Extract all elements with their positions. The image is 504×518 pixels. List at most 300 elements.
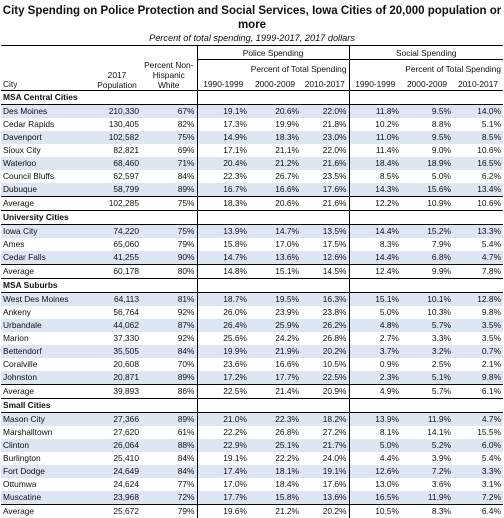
social-2000-2009-average: 8.3% [401, 504, 453, 518]
city-name: Ames [3, 239, 25, 249]
white-pct-value: 75% [141, 224, 197, 238]
social-2000-2009-average: 5.7% [401, 384, 453, 398]
police-2000-2009: 22.3% [249, 412, 301, 426]
social-1990-1999: 4.8% [349, 319, 401, 332]
social-2000-2009: 9.5% [401, 131, 453, 144]
city-header: City [3, 78, 18, 89]
police-2010-2017: 22.5% [301, 371, 349, 385]
white-pct-value: 87% [141, 319, 197, 332]
population-value: 20,871 [93, 371, 141, 385]
city-name: Marion [3, 333, 29, 343]
city-name: Coralville [3, 359, 38, 369]
social-1990-1999: 15.1% [349, 292, 401, 306]
police-2000-2009: 24.2% [275, 333, 299, 343]
average-label: Average [1, 384, 93, 398]
group-header-row [1, 90, 503, 104]
social-2000-2009: 3.3% [431, 333, 451, 343]
table-row [1, 452, 503, 465]
police-2010-2017: 21.8% [322, 119, 347, 129]
spending-table [1, 45, 503, 518]
police-1990-1999: 18.7% [197, 292, 249, 306]
social-2000-2009: 9.5% [401, 104, 453, 118]
population-value: 24,649 [93, 465, 141, 478]
social-2000-2009-average: 9.9% [401, 264, 453, 278]
social-period-2: 2000-2009 [406, 78, 448, 89]
group-spacer [197, 278, 349, 292]
social-2010-2017: 13.4% [453, 183, 503, 197]
police-2000-2009: 22.2% [275, 453, 299, 463]
police-2000-2009: 25.1% [249, 439, 301, 452]
social-1990-1999: 5.0% [349, 306, 401, 319]
table-row [1, 412, 503, 426]
city-name: Fort Dodge [1, 465, 93, 478]
city-name: Cedar Rapids [3, 119, 55, 129]
white-pct-value: 82% [177, 119, 195, 129]
population-value: 74,220 [93, 224, 141, 238]
social-1990-1999-average: 12.4% [349, 264, 401, 278]
table-row [1, 183, 503, 197]
average-label: Average [1, 264, 93, 278]
social-1990-1999: 8.1% [349, 426, 401, 439]
social-2000-2009: 3.6% [431, 479, 451, 489]
police-2010-2017-average: 20.9% [301, 384, 349, 398]
police-1990-1999: 17.1% [197, 144, 249, 157]
police-2010-2017: 10.5% [322, 359, 347, 369]
social-1990-1999: 13.9% [349, 412, 401, 426]
police-2010-2017: 17.6% [322, 479, 347, 489]
average-row [1, 384, 503, 398]
social-1990-1999-average: 12.2% [349, 196, 401, 210]
city-name: Cedar Falls [1, 251, 93, 265]
city-name: Des Moines [1, 104, 93, 118]
population-average: 25,672 [93, 504, 141, 518]
social-2000-2009: 3.2% [401, 345, 453, 358]
police-2010-2017: 23.8% [322, 307, 347, 317]
white-pct-value: 92% [177, 307, 195, 317]
population-header: 2017 Population [97, 69, 137, 90]
police-2010-2017: 26.8% [322, 333, 347, 343]
social-2010-2017: 9.8% [481, 307, 502, 317]
police-1990-1999: 17.0% [197, 478, 249, 491]
social-1990-1999: 2.7% [349, 332, 401, 345]
police-2000-2009: 18.4% [275, 479, 299, 489]
city-name: Marshalltown [3, 427, 53, 437]
white-pct-value: 75% [141, 131, 197, 144]
white-pct-value: 77% [177, 479, 195, 489]
header-spacer [1, 46, 93, 60]
police-spending-header: Police Spending [197, 46, 349, 60]
city-name: Clinton [1, 439, 93, 452]
white-pct-value: 88% [141, 439, 197, 452]
header-row-bottom [1, 75, 503, 90]
police-2010-2017: 21.6% [301, 157, 349, 170]
police-2000-2009: 18.3% [249, 131, 301, 144]
social-1990-1999: 18.4% [349, 157, 401, 170]
police-1990-1999: 20.4% [197, 157, 249, 170]
group-spacer [349, 278, 503, 292]
city-name: Burlington [3, 453, 41, 463]
white-pct-value: 72% [141, 491, 197, 505]
social-2000-2009: 11.9% [401, 412, 453, 426]
social-period-1: 1990-1999 [349, 75, 401, 90]
police-period-3: 2010-2017 [304, 78, 345, 89]
social-1990-1999: 11.8% [349, 104, 401, 118]
social-spending-header: Social Spending [349, 46, 503, 60]
group-spacer [349, 210, 503, 224]
police-2000-2009: 21.2% [249, 157, 301, 170]
population-value: 27,620 [113, 427, 139, 437]
police-2010-2017: 21.7% [301, 439, 349, 452]
group-name: University Cities [1, 210, 197, 224]
social-2000-2009: 11.9% [401, 491, 453, 505]
social-2010-2017: 7.2% [453, 491, 503, 505]
table-row [1, 306, 503, 319]
police-1990-1999: 22.2% [197, 426, 249, 439]
city-name: Dubuque [1, 183, 93, 197]
population-value: 23,968 [93, 491, 141, 505]
group-spacer [349, 90, 503, 104]
police-2010-2017: 22.0% [301, 104, 349, 118]
average-row [1, 264, 503, 278]
table-row [1, 439, 503, 452]
police-2010-2017: 24.0% [322, 453, 347, 463]
social-1990-1999: 12.6% [349, 465, 401, 478]
police-pct-total-header: Percent of Total Spending [197, 60, 349, 75]
white-pct-value: 89% [141, 412, 197, 426]
social-2000-2009: 5.1% [401, 371, 453, 385]
white-pct-value: 89% [141, 371, 197, 385]
police-2010-2017-average: 14.5% [301, 264, 349, 278]
police-2000-2009: 21.9% [249, 345, 301, 358]
police-2000-2009: 25.9% [249, 319, 301, 332]
white-pct-value: 92% [177, 333, 195, 343]
social-1990-1999: 10.2% [349, 118, 401, 131]
population-average: 102,285 [93, 196, 141, 210]
police-2010-2017: 23.5% [322, 171, 347, 181]
social-1990-1999: 11.4% [349, 144, 401, 157]
population-value: 44,062 [93, 319, 141, 332]
city-name: Bettendorf [1, 345, 93, 358]
police-2010-2017: 22.0% [322, 145, 347, 155]
white-pct-value: 84% [141, 465, 197, 478]
police-2010-2017-average: 20.2% [301, 504, 349, 518]
social-2010-2017: 2.1% [481, 359, 502, 369]
population-value: 24,624 [113, 479, 139, 489]
table-row [1, 426, 503, 439]
group-header-row [1, 210, 503, 224]
header-row-top [1, 46, 503, 60]
social-2000-2009: 15.2% [401, 224, 453, 238]
white-header: Percent Non-Hispanic White [144, 59, 194, 90]
white-pct-average: 80% [141, 264, 197, 278]
social-1990-1999: 5.0% [349, 439, 401, 452]
population-value: 68,460 [93, 157, 141, 170]
social-1990-1999: 16.5% [349, 491, 401, 505]
city-name: Urbandale [1, 319, 93, 332]
social-1990-1999-average: 10.5% [349, 504, 401, 518]
social-2010-2017: 8.5% [453, 131, 503, 144]
police-2010-2017: 20.2% [301, 345, 349, 358]
police-2010-2017: 13.6% [301, 491, 349, 505]
city-name: Waterloo [1, 157, 93, 170]
population-value: 64,113 [93, 292, 141, 306]
police-2000-2009: 26.7% [275, 171, 299, 181]
police-2000-2009-average: 21.2% [249, 504, 301, 518]
social-2010-2017: 4.7% [453, 412, 503, 426]
police-2000-2009-average: 20.6% [249, 196, 301, 210]
population-value: 58,799 [93, 183, 141, 197]
police-2000-2009-average: 15.1% [249, 264, 301, 278]
police-2010-2017: 17.5% [322, 239, 347, 249]
social-1990-1999: 14.4% [349, 224, 401, 238]
population-average: 39,893 [93, 384, 141, 398]
social-2010-2017: 12.8% [453, 292, 503, 306]
social-2010-2017: 0.7% [453, 345, 503, 358]
police-1990-1999: 14.7% [197, 251, 249, 265]
population-value: 25,410 [113, 453, 139, 463]
table-row [1, 238, 503, 251]
group-header-row [1, 398, 503, 412]
social-2010-2017: 5.4% [481, 239, 502, 249]
social-2010-2017: 3.5% [453, 319, 503, 332]
header-spacer [141, 46, 197, 60]
police-2010-2017: 16.3% [301, 292, 349, 306]
table-row [1, 319, 503, 332]
police-1990-1999: 17.7% [197, 491, 249, 505]
social-1990-1999: 14.3% [349, 183, 401, 197]
social-2000-2009: 14.1% [427, 427, 451, 437]
police-1990-1999: 19.1% [197, 452, 249, 465]
social-2010-2017: 15.5% [477, 427, 502, 437]
police-1990-1999: 14.9% [197, 131, 249, 144]
population-value: 210,330 [93, 104, 141, 118]
social-1990-1999: 8.3% [349, 238, 401, 251]
police-1990-1999: 15.8% [197, 238, 249, 251]
social-1990-1999: 14.4% [349, 251, 401, 265]
police-2010-2017: 19.1% [301, 465, 349, 478]
police-2010-2017: 17.6% [301, 183, 349, 197]
police-2010-2017: 18.2% [301, 412, 349, 426]
police-1990-1999: 17.4% [197, 465, 249, 478]
table-row [1, 465, 503, 478]
social-2000-2009: 6.8% [401, 251, 453, 265]
population-value: 102,582 [93, 131, 141, 144]
population-value: 62,597 [113, 171, 139, 181]
white-pct-value: 90% [141, 251, 197, 265]
police-2000-2009: 26.8% [275, 427, 299, 437]
police-2010-2017: 12.6% [301, 251, 349, 265]
social-2010-2017-average: 10.6% [453, 196, 503, 210]
police-2000-2009: 14.7% [249, 224, 301, 238]
police-period-2: 2000-2009 [254, 78, 296, 89]
social-2010-2017-average: 6.4% [453, 504, 503, 518]
police-1990-1999: 22.3% [197, 170, 249, 183]
white-pct-average: 75% [141, 196, 197, 210]
group-name: MSA Suburbs [1, 278, 197, 292]
population-value: 56,764 [113, 307, 139, 317]
population-value: 20,608 [113, 359, 139, 369]
city-name: Ottumwa [3, 479, 37, 489]
white-pct-value: 84% [177, 453, 195, 463]
group-name: Small Cities [1, 398, 197, 412]
police-1990-1999-average: 22.5% [197, 384, 249, 398]
white-pct-value: 61% [177, 427, 195, 437]
police-2000-2009-average: 21.4% [249, 384, 301, 398]
social-2000-2009: 15.6% [401, 183, 453, 197]
police-2010-2017: 13.5% [301, 224, 349, 238]
police-1990-1999: 22.9% [197, 439, 249, 452]
social-2000-2009: 3.9% [431, 453, 451, 463]
table-body [1, 46, 503, 518]
table-title: City Spending on Police Protection and Social Services, Iowa Cities of 20,000 population or more [2, 5, 502, 31]
social-2010-2017: 5.1% [481, 119, 502, 129]
police-2000-2009: 20.6% [249, 104, 301, 118]
average-row [1, 504, 503, 518]
social-2010-2017: 16.5% [453, 157, 503, 170]
population-average: 60,178 [93, 264, 141, 278]
table-row [1, 131, 503, 144]
police-2000-2009: 15.8% [249, 491, 301, 505]
city-name: Johnston [1, 371, 93, 385]
city-name: Council Bluffs [3, 171, 55, 181]
city-name: West Des Moines [1, 292, 93, 306]
police-1990-1999: 17.3% [197, 118, 249, 131]
social-2000-2009: 18.9% [401, 157, 453, 170]
social-2000-2009: 9.0% [431, 145, 451, 155]
white-pct-value: 69% [177, 145, 195, 155]
white-pct-value: 70% [177, 359, 195, 369]
table-row [1, 292, 503, 306]
city-name: Muscatine [1, 491, 93, 505]
group-spacer [197, 210, 349, 224]
social-1990-1999: 11.0% [349, 131, 401, 144]
police-2000-2009: 17.7% [249, 371, 301, 385]
police-1990-1999: 19.9% [197, 345, 249, 358]
city-name: Ankeny [3, 307, 31, 317]
social-2010-2017: 6.0% [453, 439, 503, 452]
header-row-middle [1, 60, 503, 75]
social-2010-2017: 3.3% [453, 465, 503, 478]
header-spacer [1, 60, 93, 75]
police-2010-2017: 23.0% [301, 131, 349, 144]
social-2000-2009: 5.0% [431, 171, 451, 181]
city-name: Iowa City [1, 224, 93, 238]
social-pct-total-header: Percent of Total Spending [349, 60, 503, 75]
group-spacer [197, 398, 349, 412]
population-value: 27,366 [93, 412, 141, 426]
social-2010-2017: 14.0% [453, 104, 503, 118]
police-2000-2009: 16.6% [249, 183, 301, 197]
social-2010-2017: 3.1% [481, 479, 502, 489]
white-pct-average: 86% [141, 384, 197, 398]
table-row [1, 332, 503, 345]
social-2010-2017-average: 7.8% [453, 264, 503, 278]
population-value: 65,060 [113, 239, 139, 249]
population-value: 41,255 [93, 251, 141, 265]
white-pct-value: 84% [141, 345, 197, 358]
social-2010-2017: 13.3% [453, 224, 503, 238]
table-row [1, 491, 503, 505]
table-row [1, 157, 503, 170]
header-spacer [93, 46, 141, 60]
police-1990-1999: 23.6% [197, 358, 249, 371]
social-1990-1999-average: 4.9% [349, 384, 401, 398]
group-spacer [349, 398, 503, 412]
social-1990-1999: 3.7% [349, 345, 401, 358]
white-pct-value: 89% [141, 183, 197, 197]
police-2000-2009: 18.1% [249, 465, 301, 478]
average-label: Average [1, 196, 93, 210]
table-subtitle: Percent of total spending, 1999-2017, 2017 dollars [149, 33, 355, 43]
police-period-1: 1990-1999 [197, 75, 249, 90]
social-2010-2017: 6.2% [481, 171, 502, 181]
table-row [1, 358, 503, 371]
social-1990-1999: 2.3% [349, 371, 401, 385]
white-pct-value: 67% [141, 104, 197, 118]
table-row [1, 345, 503, 358]
police-1990-1999: 16.7% [197, 183, 249, 197]
police-2000-2009: 17.0% [275, 239, 299, 249]
police-2000-2009: 23.9% [275, 307, 299, 317]
table-row [1, 118, 503, 131]
police-2000-2009: 19.9% [275, 119, 299, 129]
table-row [1, 251, 503, 265]
social-2000-2009: 2.5% [431, 359, 451, 369]
police-2010-2017: 27.2% [322, 427, 347, 437]
white-pct-value: 81% [141, 292, 197, 306]
police-1990-1999-average: 18.3% [197, 196, 249, 210]
police-2010-2017: 26.2% [301, 319, 349, 332]
group-spacer [197, 90, 349, 104]
social-2000-2009: 5.2% [401, 439, 453, 452]
social-1990-1999: 4.4% [349, 452, 401, 465]
group-header-row [1, 278, 503, 292]
police-1990-1999: 25.6% [197, 332, 249, 345]
police-1990-1999: 19.1% [197, 104, 249, 118]
city-name: Sioux City [3, 145, 41, 155]
table-row [1, 371, 503, 385]
police-2010-2017-average: 21.6% [301, 196, 349, 210]
social-1990-1999: 13.0% [349, 478, 401, 491]
social-2000-2009: 5.7% [401, 319, 453, 332]
police-2000-2009: 21.1% [275, 145, 299, 155]
police-1990-1999-average: 14.8% [197, 264, 249, 278]
group-name: MSA Central Cities [1, 90, 197, 104]
city-name: Davenport [1, 131, 93, 144]
table-row [1, 224, 503, 238]
police-2000-2009: 16.6% [275, 359, 299, 369]
table-row [1, 170, 503, 183]
social-1990-1999: 8.5% [349, 170, 401, 183]
social-2000-2009: 10.3% [427, 307, 451, 317]
social-period-3: 2010-2017 [457, 78, 499, 89]
city-name: Mason City [1, 412, 93, 426]
average-label: Average [1, 504, 93, 518]
table-row [1, 144, 503, 157]
social-2010-2017: 9.8% [453, 371, 503, 385]
white-pct-value: 71% [141, 157, 197, 170]
social-2010-2017: 3.5% [481, 333, 502, 343]
population-value: 130,405 [108, 119, 139, 129]
social-2000-2009: 7.9% [431, 239, 451, 249]
police-1990-1999: 26.4% [197, 319, 249, 332]
population-value: 37,330 [113, 333, 139, 343]
social-2010-2017-average: 6.1% [453, 384, 503, 398]
social-2010-2017: 5.4% [481, 453, 502, 463]
social-2010-2017: 4.7% [453, 251, 503, 265]
police-1990-1999: 17.2% [197, 371, 249, 385]
police-1990-1999: 21.0% [197, 412, 249, 426]
